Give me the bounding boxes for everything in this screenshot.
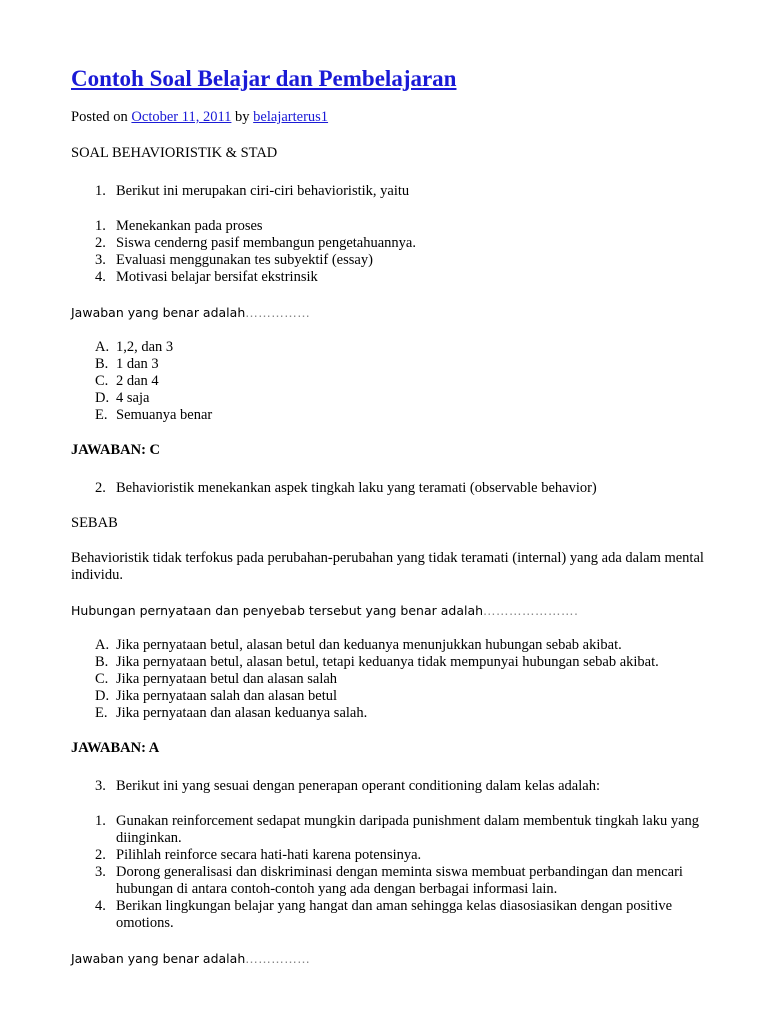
list-item <box>71 654 731 671</box>
option-text: 1,2, dan 3 <box>116 339 174 355</box>
list-item <box>71 864 731 898</box>
list-item <box>71 705 731 722</box>
option-marker: B. <box>95 356 109 372</box>
posted-on-label: Posted on <box>71 109 128 125</box>
list-item-text: Evaluasi menggunakan tes subyektif (essay) <box>116 252 373 268</box>
q2-reason: Behavioristik tidak terfokus pada perubahan-perubahan yang tidak teramati (internal) yang ada dalam mental individu. <box>71 550 704 583</box>
list-item <box>71 637 731 654</box>
author-link[interactable]: belajarterus1 <box>253 109 329 125</box>
q1-statement-list <box>71 218 731 286</box>
list-marker: 4. <box>95 269 106 285</box>
list-item <box>71 813 731 847</box>
list-marker: 3. <box>95 864 106 880</box>
q2-prompt <box>71 602 731 619</box>
list-item <box>71 218 731 235</box>
list-marker: 1. <box>95 218 106 234</box>
question-number: 3. <box>95 778 106 794</box>
post-title[interactable] <box>71 64 731 94</box>
option-marker: D. <box>95 390 110 406</box>
question-text: Berikut ini merupakan ciri-ciri behavioristik, yaitu <box>116 183 410 199</box>
option-marker: C. <box>95 373 109 389</box>
list-item-text: Dorong generalisasi dan diskriminasi dengan meminta siswa membuat perbandingan dan mencari hubungan di antara contoh-contoh yang ada dengan berbagai informasi lain. <box>116 864 683 897</box>
list-marker: 2. <box>95 235 106 251</box>
list-item-text: Pilihlah reinforce secara hati-hati karena potensinya. <box>116 847 422 863</box>
question-3-text <box>71 778 731 795</box>
question-3 <box>71 778 731 795</box>
option-text: Jika pernyataan betul dan alasan salah <box>116 671 338 687</box>
question-text: Behavioristik menekankan aspek tingkah laku yang teramati (observable behavior) <box>116 480 597 496</box>
question-1-text <box>71 183 731 200</box>
option-text: Jika pernyataan dan alasan keduanya salah. <box>116 705 368 721</box>
q3-prompt <box>71 950 731 967</box>
option-text: Semuanya benar <box>116 407 213 423</box>
q2-option-list <box>71 637 731 722</box>
option-marker: E. <box>95 705 108 721</box>
prompt-text: Jawaban yang benar adalah <box>71 305 246 320</box>
post-date-link[interactable]: October 11, 2011 <box>131 109 232 125</box>
prompt-dots: …………… <box>245 951 311 966</box>
question-2 <box>71 480 731 497</box>
list-item-text: Berikan lingkungan belajar yang hangat dan aman sehingga kelas diasosiasikan dengan positive omotions. <box>116 898 673 931</box>
list-item-text: Motivasi belajar bersifat ekstrinsik <box>116 269 318 285</box>
list-marker: 2. <box>95 847 106 863</box>
q2-answer: JAWABAN: A <box>71 740 160 756</box>
list-marker: 4. <box>95 898 106 914</box>
post-meta <box>71 109 731 126</box>
option-marker: A. <box>95 339 110 355</box>
q3-statement-list <box>71 813 731 932</box>
by-label: by <box>235 109 250 125</box>
option-text: Jika pernyataan salah dan alasan betul <box>116 688 338 704</box>
option-marker: D. <box>95 688 110 704</box>
q1-prompt <box>71 304 731 321</box>
list-item <box>71 390 731 407</box>
list-item <box>71 269 731 286</box>
list-item-text: Gunakan reinforcement sedapat mungkin daripada punishment dalam membentuk tingkah laku yang diinginkan. <box>116 813 700 846</box>
list-item <box>71 688 731 705</box>
question-number: 1. <box>95 183 106 199</box>
section-title: SOAL BEHAVIORISTIK & STAD <box>71 145 278 161</box>
question-text: Berikut ini yang sesuai dengan penerapan operant conditioning dalam kelas adalah: <box>116 778 600 794</box>
q1-answer: JAWABAN: C <box>71 442 161 458</box>
option-marker: B. <box>95 654 109 670</box>
q1-option-list <box>71 339 731 424</box>
prompt-text: Hubungan pernyataan dan penyebab tersebut yang benar adalah <box>71 603 484 618</box>
q2-sebab: SEBAB <box>71 515 118 531</box>
question-2-text <box>71 480 731 497</box>
option-marker: E. <box>95 407 108 423</box>
option-text: Jika pernyataan betul, alasan betul, tetapi keduanya tidak mempunyai hubungan sebab akibat. <box>116 654 659 670</box>
list-marker: 3. <box>95 252 106 268</box>
list-marker: 1. <box>95 813 106 829</box>
list-item-text: Siswa cenderng pasif membangun pengetahuannya. <box>116 235 416 251</box>
list-item-text: Menekankan pada proses <box>116 218 263 234</box>
list-item <box>71 235 731 252</box>
option-marker: C. <box>95 671 109 687</box>
option-text: Jika pernyataan betul, alasan betul dan keduanya menunjukkan hubungan sebab akibat. <box>116 637 622 653</box>
question-number: 2. <box>95 480 106 496</box>
prompt-text: Jawaban yang benar adalah <box>71 951 246 966</box>
option-text: 2 dan 4 <box>116 373 159 389</box>
list-item <box>71 252 731 269</box>
list-item <box>71 847 731 864</box>
list-item <box>71 407 731 424</box>
list-item <box>71 373 731 390</box>
prompt-dots: …………… <box>245 305 311 320</box>
prompt-dots: …………………. <box>483 603 579 618</box>
document-page <box>71 64 731 967</box>
list-item <box>71 898 731 932</box>
list-item <box>71 339 731 356</box>
option-text: 4 saja <box>116 390 150 406</box>
list-item <box>71 356 731 373</box>
option-marker: A. <box>95 637 110 653</box>
list-item <box>71 671 731 688</box>
question-1 <box>71 183 731 200</box>
option-text: 1 dan 3 <box>116 356 159 372</box>
post-title-text[interactable]: Contoh Soal Belajar dan Pembelajaran <box>71 66 457 91</box>
